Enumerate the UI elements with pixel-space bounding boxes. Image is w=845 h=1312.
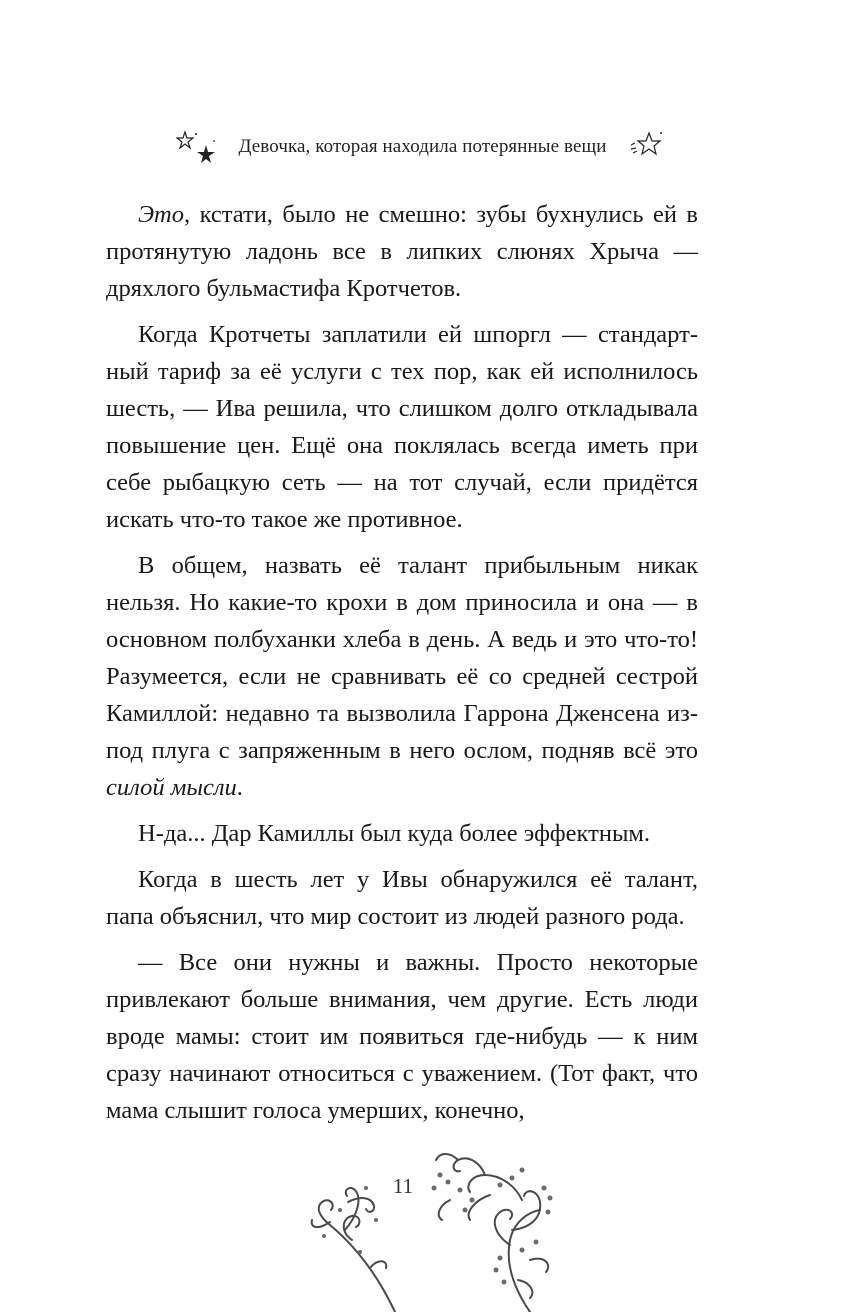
paragraph-text: , кстати, было не смешно: зубы бухнулись ей в протянутую ладонь все в липких слюнях Хрыча — дряхлого бульмастифа Кротчетов. <box>106 201 698 302</box>
page-number: 11 <box>392 1174 414 1198</box>
paragraph <box>106 196 698 307</box>
body-text <box>106 196 698 1129</box>
paragraph: Когда Кротчеты заплатили ей шпоргл — стандартный тариф за её услуги с тех пор, как ей исполнилось шесть, — Ива решила, что слишком долго откладывала повышение цен. Ещё она поклялась всегда иметь при себе рыбацкую сеть — на тот случай, если придётся искать что-то такое же противное. <box>106 321 698 533</box>
emphasis-text: силой мысли <box>106 774 237 801</box>
stars-icon <box>176 127 220 167</box>
paragraph: Н-да... Дар Камиллы был куда более эффектным. <box>138 820 651 847</box>
paragraph <box>106 547 698 806</box>
paragraph-text: В общем, назвать её талант прибыльным никак нельзя. Но какие-то крохи в дом приносила и она — в основном полбуханки хлеба в день. А ведь и это что-то! Разумеется, если не сравнивать её со средней сестрой Камиллой: недавно та вызволила Гаррона Дженсена из-под плуга с запряженным в него ослом, подняв всё это <box>106 552 698 764</box>
running-head <box>150 127 695 167</box>
paragraph-end: . <box>236 774 243 801</box>
curly-vine-ornament-icon <box>300 1140 570 1312</box>
paragraph: — Все они нужны и важны. Просто некоторые привлекают больше внимания, чем другие. Есть люди вроде мамы: стоит им появиться где-нибудь — к ним сразу начинают относиться с уважением. (Тот факт, что мама слышит голоса умерших, конечно, <box>106 949 698 1124</box>
star-icon <box>625 127 669 167</box>
emphasis-text: Это <box>138 201 184 228</box>
running-head-title: Девочка, которая находила потерянные вещи <box>238 136 607 157</box>
paragraph: Когда в шесть лет у Ивы обнаружился её талант, папа объяснил, что мир состоит из людей разного рода. <box>106 866 698 930</box>
